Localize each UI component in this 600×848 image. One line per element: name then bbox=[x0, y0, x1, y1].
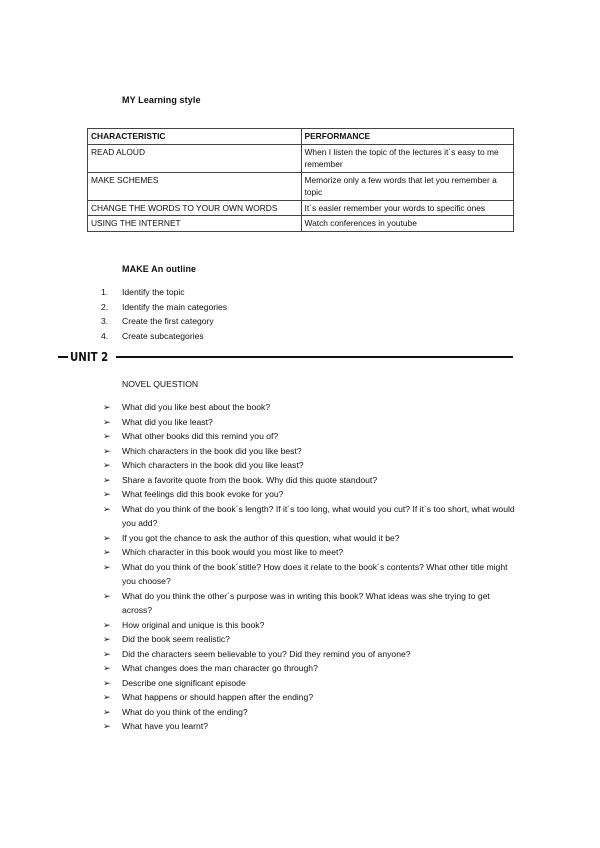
arrow-bullet-icon: ➢ bbox=[103, 532, 111, 543]
table-cell-characteristic: READ ALOUD bbox=[88, 144, 302, 172]
question-text: Which character in this book would you most like to meet? bbox=[122, 547, 344, 557]
question-text: What do you think of the book´stitle? How does it relate to the book´s contents? What other title might you choose? bbox=[122, 561, 508, 586]
list-item bbox=[101, 285, 227, 300]
question-text: What do you think of the ending? bbox=[122, 706, 248, 717]
list-item bbox=[103, 473, 515, 488]
list-number: 2. bbox=[101, 301, 109, 312]
list-item bbox=[103, 647, 515, 662]
table-header-characteristic: CHARACTERISTIC bbox=[88, 129, 302, 145]
arrow-bullet-icon: ➢ bbox=[103, 561, 111, 572]
list-item bbox=[101, 314, 227, 329]
question-text: What happens or should happen after the ending? bbox=[122, 692, 314, 702]
arrow-bullet-icon: ➢ bbox=[103, 402, 111, 412]
question-text: Describe one significant episode bbox=[122, 677, 246, 688]
list-item bbox=[103, 676, 515, 691]
question-text: What changes does the man character go through? bbox=[122, 663, 318, 673]
list-item-text: Identify the main categories bbox=[122, 301, 228, 312]
arrow-bullet-icon: ➢ bbox=[103, 721, 111, 731]
list-item bbox=[103, 560, 515, 589]
arrow-bullet-icon: ➢ bbox=[103, 706, 111, 717]
question-text: What do you think the other´s purpose was in writing this book? What ideas was she trying to get across? bbox=[122, 590, 490, 615]
list-item bbox=[101, 329, 227, 344]
novel-question-list bbox=[103, 400, 515, 734]
table-header-row bbox=[88, 129, 514, 145]
list-item bbox=[103, 589, 515, 618]
learning-style-title: MY Learning style bbox=[122, 95, 201, 105]
arrow-bullet-icon: ➢ bbox=[103, 460, 111, 470]
list-number: 3. bbox=[101, 316, 109, 326]
question-text: Which characters in the book did you like best? bbox=[122, 445, 302, 456]
arrow-bullet-icon: ➢ bbox=[103, 663, 111, 673]
arrow-bullet-icon: ➢ bbox=[103, 692, 111, 702]
arrow-bullet-icon: ➢ bbox=[103, 648, 111, 659]
table-cell-performance: Watch conferences in youtube bbox=[301, 216, 514, 232]
arrow-bullet-icon: ➢ bbox=[103, 677, 111, 688]
table-cell-performance: When I listen the topic of the lectures it´s easy to me remember bbox=[301, 144, 514, 172]
list-item bbox=[103, 531, 515, 546]
list-item bbox=[103, 444, 515, 459]
list-item bbox=[103, 502, 515, 531]
question-text: What did you like least? bbox=[122, 416, 213, 427]
learning-style-table bbox=[87, 128, 514, 232]
list-item bbox=[103, 632, 515, 647]
novel-question-title: NOVEL QUESTION bbox=[122, 379, 199, 389]
arrow-bullet-icon: ➢ bbox=[103, 431, 111, 441]
table-row bbox=[88, 216, 514, 232]
table-cell-characteristic: USING THE INTERNET bbox=[88, 216, 302, 232]
arrow-bullet-icon: ➢ bbox=[103, 416, 111, 427]
arrow-bullet-icon: ➢ bbox=[103, 503, 111, 514]
list-item bbox=[103, 719, 515, 734]
outline-title: MAKE An outline bbox=[122, 264, 197, 274]
list-number: 4. bbox=[101, 330, 109, 341]
list-item bbox=[103, 429, 515, 444]
question-text: Which characters in the book did you like least? bbox=[122, 460, 304, 470]
list-item bbox=[103, 400, 515, 415]
table-cell-performance: Memorize only a few words that let you remember a topic bbox=[301, 172, 514, 200]
question-text: Did the book seem realistic? bbox=[122, 634, 230, 644]
table-header-performance: PERFORMANCE bbox=[301, 129, 514, 145]
divider-line-right bbox=[116, 356, 513, 358]
unit-divider bbox=[58, 350, 513, 364]
question-text: If you got the chance to ask the author of this question, what would it be? bbox=[122, 532, 400, 543]
question-text: What do you think of the book´s length? If it´s too long, what would you cut? If it`s too short, what would you add? bbox=[122, 503, 515, 528]
question-text: What other books did this remind you of? bbox=[122, 431, 279, 441]
list-item bbox=[103, 415, 515, 430]
question-text: What have you learnt? bbox=[122, 721, 208, 731]
arrow-bullet-icon: ➢ bbox=[103, 619, 111, 630]
table-cell-characteristic: MAKE SCHEMES bbox=[88, 172, 302, 200]
list-item bbox=[103, 661, 515, 676]
list-item bbox=[103, 618, 515, 633]
question-text: What did you like best about the book? bbox=[122, 402, 271, 412]
list-item-text: Identify the topic bbox=[122, 287, 185, 297]
table-row bbox=[88, 200, 514, 216]
list-item bbox=[103, 458, 515, 473]
arrow-bullet-icon: ➢ bbox=[103, 489, 111, 499]
list-item bbox=[103, 545, 515, 560]
list-item bbox=[103, 705, 515, 720]
outline-list bbox=[101, 285, 227, 343]
table-cell-performance: It´s easier remember your words to specific ones bbox=[301, 200, 514, 216]
table-cell-characteristic: CHANGE THE WORDS TO YOUR OWN WORDS bbox=[88, 200, 302, 216]
question-text: Did the characters seem believable to you? Did they remind you of anyone? bbox=[122, 648, 411, 659]
table-row bbox=[88, 144, 514, 172]
table-row bbox=[88, 172, 514, 200]
question-text: How original and unique is this book? bbox=[122, 619, 265, 630]
list-item-text: Create subcategories bbox=[122, 330, 204, 341]
question-text: Share a favorite quote from the book. Why did this quote standout? bbox=[122, 474, 378, 485]
list-item bbox=[103, 487, 515, 502]
list-number: 1. bbox=[101, 287, 109, 297]
arrow-bullet-icon: ➢ bbox=[103, 590, 111, 601]
arrow-bullet-icon: ➢ bbox=[103, 445, 111, 456]
arrow-bullet-icon: ➢ bbox=[103, 547, 111, 557]
list-item bbox=[101, 300, 227, 315]
list-item-text: Create the first category bbox=[122, 316, 214, 326]
arrow-bullet-icon: ➢ bbox=[103, 474, 111, 485]
divider-line-left bbox=[58, 356, 68, 358]
arrow-bullet-icon: ➢ bbox=[103, 634, 111, 644]
list-item bbox=[103, 690, 515, 705]
question-text: What feelings did this book evoke for you? bbox=[122, 489, 284, 499]
unit-label: UNIT 2 bbox=[70, 350, 109, 364]
